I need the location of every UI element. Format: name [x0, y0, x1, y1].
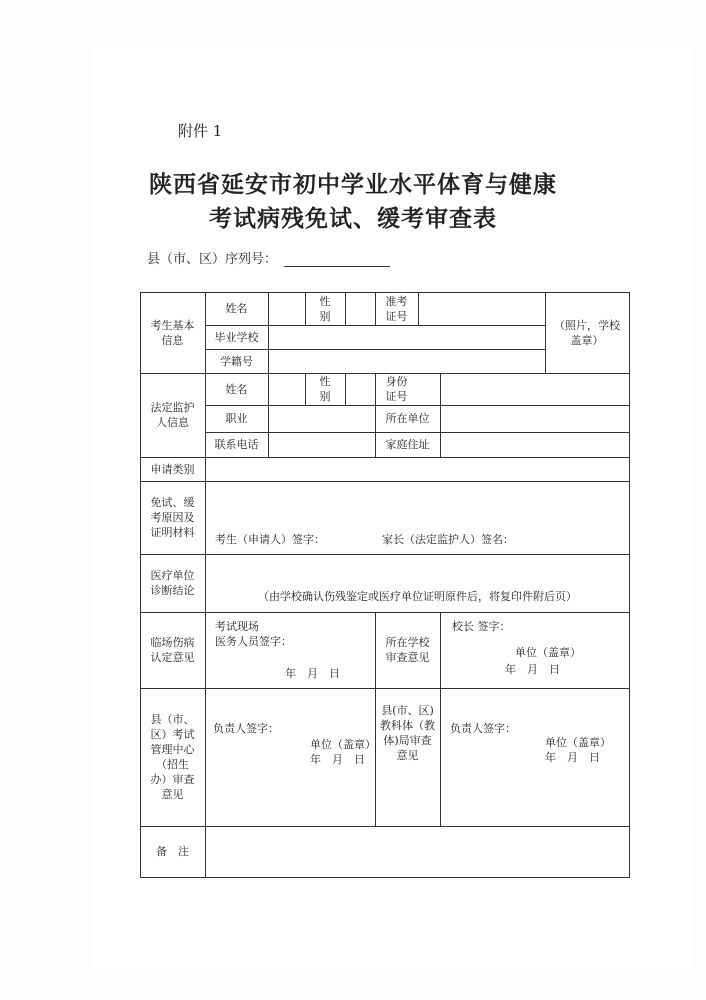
- phone-field[interactable]: [268, 432, 375, 457]
- medical-diagnosis-label: 医疗单位 诊断结论: [150, 569, 195, 597]
- attachment-label: 附件 1: [178, 122, 223, 140]
- bureau-unit-seal: 单位（盖章）: [545, 736, 611, 749]
- school-field[interactable]: [268, 325, 545, 349]
- parent-sign-label: 家长（法定监护人）签名：: [382, 533, 514, 546]
- student-id-label: 学籍号: [220, 354, 253, 368]
- student-sign-label: 考生（申请人）签字：: [215, 533, 325, 546]
- occupation-field[interactable]: [268, 405, 375, 432]
- county-unit-seal: 单位（盖章）: [310, 738, 376, 751]
- medical-note: （由学校确认伤残鉴定或医疗单位证明原件后，将复印件附后页）: [258, 590, 577, 603]
- student-info-section: 考生基本 信息: [150, 318, 195, 347]
- onsite-date: 年 月 日: [285, 667, 340, 680]
- edu-bureau-label: 县(市、区) 教科体（教 体)局审查 意见: [380, 704, 435, 762]
- id-number-label: 身份 证号: [385, 375, 408, 403]
- address-field[interactable]: [440, 432, 629, 457]
- serial-number-label: 县（市、区）序列号：: [147, 252, 278, 267]
- county-leader-sign: 负责人签字：: [213, 722, 279, 735]
- workplace-field[interactable]: [440, 405, 629, 432]
- photo-box: （照片，学校 盖章）: [554, 318, 620, 347]
- guardian-name-field[interactable]: [268, 373, 305, 405]
- student-name-label: 姓名: [225, 302, 248, 315]
- ticket-number-field[interactable]: [418, 292, 545, 325]
- county-date: 年 月 日: [310, 753, 365, 766]
- county-center-label: 县（市、 区）考试 管理中心 （招生 办）审查 意见: [150, 713, 195, 801]
- onsite-staff-sign: 考试现场 医务人员签字：: [215, 620, 292, 648]
- bureau-leader-sign: 负责人签字：: [450, 722, 516, 735]
- student-gender-label: 性 别: [319, 294, 331, 323]
- ticket-number-label: 准考 证号: [385, 294, 408, 323]
- student-gender-field[interactable]: [345, 292, 375, 325]
- onsite-injury-label: 临场伤病 认定意见: [150, 636, 195, 664]
- application-category-label: 申请类别: [150, 462, 195, 476]
- remarks-field[interactable]: [205, 826, 629, 877]
- remarks-label: 备 注: [156, 845, 189, 858]
- student-name-field[interactable]: [268, 292, 305, 325]
- guardian-info-section: 法定监护 人信息: [150, 401, 195, 429]
- address-label: 家庭住址: [385, 438, 430, 451]
- phone-label: 联系电话: [214, 438, 259, 451]
- workplace-label: 所在单位: [385, 412, 430, 425]
- bureau-date: 年 月 日: [545, 751, 600, 764]
- id-number-field[interactable]: [440, 373, 629, 405]
- guardian-name-label: 姓名: [225, 382, 248, 396]
- form-title-line1: 陕西省延安市初中学业水平体育与健康: [149, 171, 557, 198]
- school-date: 年 月 日: [505, 663, 560, 676]
- guardian-gender-label: 性 别: [319, 375, 331, 403]
- serial-number-line: [284, 266, 390, 267]
- school-opinion-label: 所在学校 审查意见: [385, 636, 430, 664]
- school-unit-seal: 单位（盖章）: [515, 646, 581, 659]
- occupation-label: 职业: [225, 412, 248, 425]
- form-title-line2: 考试病残免试、缓考审查表: [209, 205, 497, 232]
- reason-label: 免试、缓 考原因及 证明材料: [150, 496, 195, 539]
- guardian-gender-field[interactable]: [345, 373, 375, 405]
- student-id-field[interactable]: [268, 349, 545, 373]
- principal-sign: 校长 签字：: [452, 620, 511, 633]
- application-category-field[interactable]: [205, 457, 629, 481]
- school-label: 毕业学校: [214, 330, 259, 344]
